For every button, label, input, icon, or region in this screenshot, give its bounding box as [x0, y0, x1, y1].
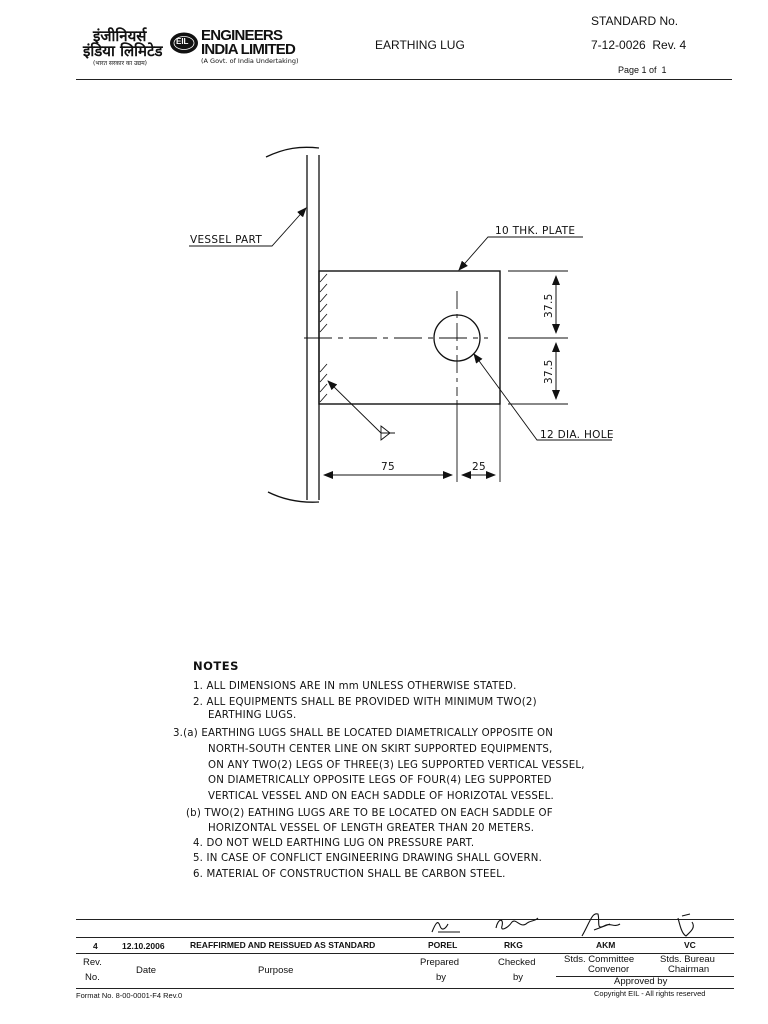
header-prepared-line2: by: [436, 972, 447, 983]
note-line: NORTH-SOUTH CENTER LINE ON SKIRT SUPPORTED EQUIPMENTS,: [208, 744, 553, 755]
header-date: Date: [136, 965, 157, 976]
note-line: ON ANY TWO(2) LEGS OF THREE(3) LEG SUPPORTED VERTICAL VESSEL,: [208, 760, 585, 771]
standard-label: STANDARD No.: [591, 14, 679, 28]
header-approved: Approved by: [614, 976, 668, 987]
logo-hindi-small: (भारत सरकार का उद्यम): [93, 60, 147, 67]
plate-leader: [459, 237, 583, 270]
document-title: EARTHING LUG: [375, 38, 465, 52]
header-chairman-line2: Chairman: [668, 964, 710, 975]
note-line: 3.(a) EARTHING LUGS SHALL BE LOCATED DIAMETRICALLY OPPOSITE ON: [173, 728, 554, 739]
dim-text-75: 75: [381, 461, 395, 473]
header-rev-line1: Rev.: [83, 957, 102, 968]
logo-hindi-line1: इंजीनियर्स: [93, 27, 147, 45]
row-prepared: POREL: [428, 940, 458, 950]
format-number: Format No. 8-00-0001-F4 Rev.0: [76, 991, 183, 1000]
dim-text-25: 25: [472, 461, 486, 473]
row-date: 12.10.2006: [122, 941, 165, 951]
plate-label: 10 THK. PLATE: [495, 225, 576, 237]
note-line: 4. DO NOT WELD EARTHING LUG ON PRESSURE PART.: [193, 838, 475, 849]
row-rev: 4: [93, 941, 98, 951]
note-line: EARTHING LUGS.: [208, 710, 297, 721]
note-line: 5. IN CASE OF CONFLICT ENGINEERING DRAWING SHALL GOVERN.: [193, 853, 543, 864]
weld-symbol: [381, 426, 395, 440]
page-number: Page 1 of 1: [618, 65, 667, 75]
header-checked-line2: by: [513, 972, 524, 983]
header-checked-line1: Checked: [498, 957, 536, 968]
header-prepared-line1: Prepared: [420, 957, 460, 968]
weld-leader: [328, 381, 381, 433]
note-line: ON DIAMETRICALLY OPPOSITE LEGS OF FOUR(4) LEG SUPPORTED: [208, 775, 552, 786]
row-convenor: AKM: [596, 940, 616, 950]
signatures: [420, 910, 720, 942]
header-chairman-line1: Stds. Bureau: [660, 954, 715, 965]
hole-label: 12 DIA. HOLE: [540, 429, 614, 441]
copyright: Copyright EIL - All rights reserved: [594, 989, 706, 998]
header-purpose: Purpose: [258, 965, 294, 976]
header-rev-line2: No.: [85, 972, 100, 983]
company-name-line1: ENGINEERS: [201, 27, 283, 44]
logo-badge-text: EIL: [176, 37, 189, 46]
company-subtitle: (A Govt. of India Undertaking): [201, 57, 299, 65]
row-checked: RKG: [504, 940, 523, 950]
row-chairman: VC: [684, 940, 696, 950]
note-line: HORIZONTAL VESSEL OF LENGTH GREATER THAN 20 METERS.: [208, 823, 535, 834]
logo-hindi-line2: इंडिया लिमिटेड: [83, 42, 163, 60]
note-line: 6. MATERIAL OF CONSTRUCTION SHALL BE CARBON STEEL.: [193, 869, 506, 880]
note-line: 2. ALL EQUIPMENTS SHALL BE PROVIDED WITH MINIMUM TWO(2): [193, 697, 537, 708]
vessel-top-curve: [266, 147, 319, 157]
note-line: (b) TWO(2) EATHING LUGS ARE TO BE LOCATED ON EACH SADDLE OF: [186, 808, 553, 819]
lug-plate: [319, 271, 500, 404]
header-convenor-line2: Convenor: [588, 964, 630, 975]
header-convenor-line1: Stds. Committee: [564, 954, 635, 965]
note-line: 1. ALL DIMENSIONS ARE IN mm UNLESS OTHERWISE STATED.: [193, 681, 517, 692]
notes-title: NOTES: [193, 659, 239, 673]
row-purpose: REAFFIRMED AND REISSUED AS STANDARD: [190, 940, 376, 950]
standard-number: 7-12-0026 Rev. 4: [591, 38, 687, 52]
vessel-part-label: VESSEL PART: [190, 234, 263, 246]
company-name-line2: INDIA LIMITED: [201, 41, 296, 58]
note-line: VERTICAL VESSEL AND ON EACH SADDLE OF HORIZOTAL VESSEL.: [208, 791, 554, 802]
dim-text-lower: 37.5: [543, 359, 555, 384]
vessel-bottom-curve: [268, 492, 319, 502]
dim-text-upper: 37.5: [543, 293, 555, 318]
